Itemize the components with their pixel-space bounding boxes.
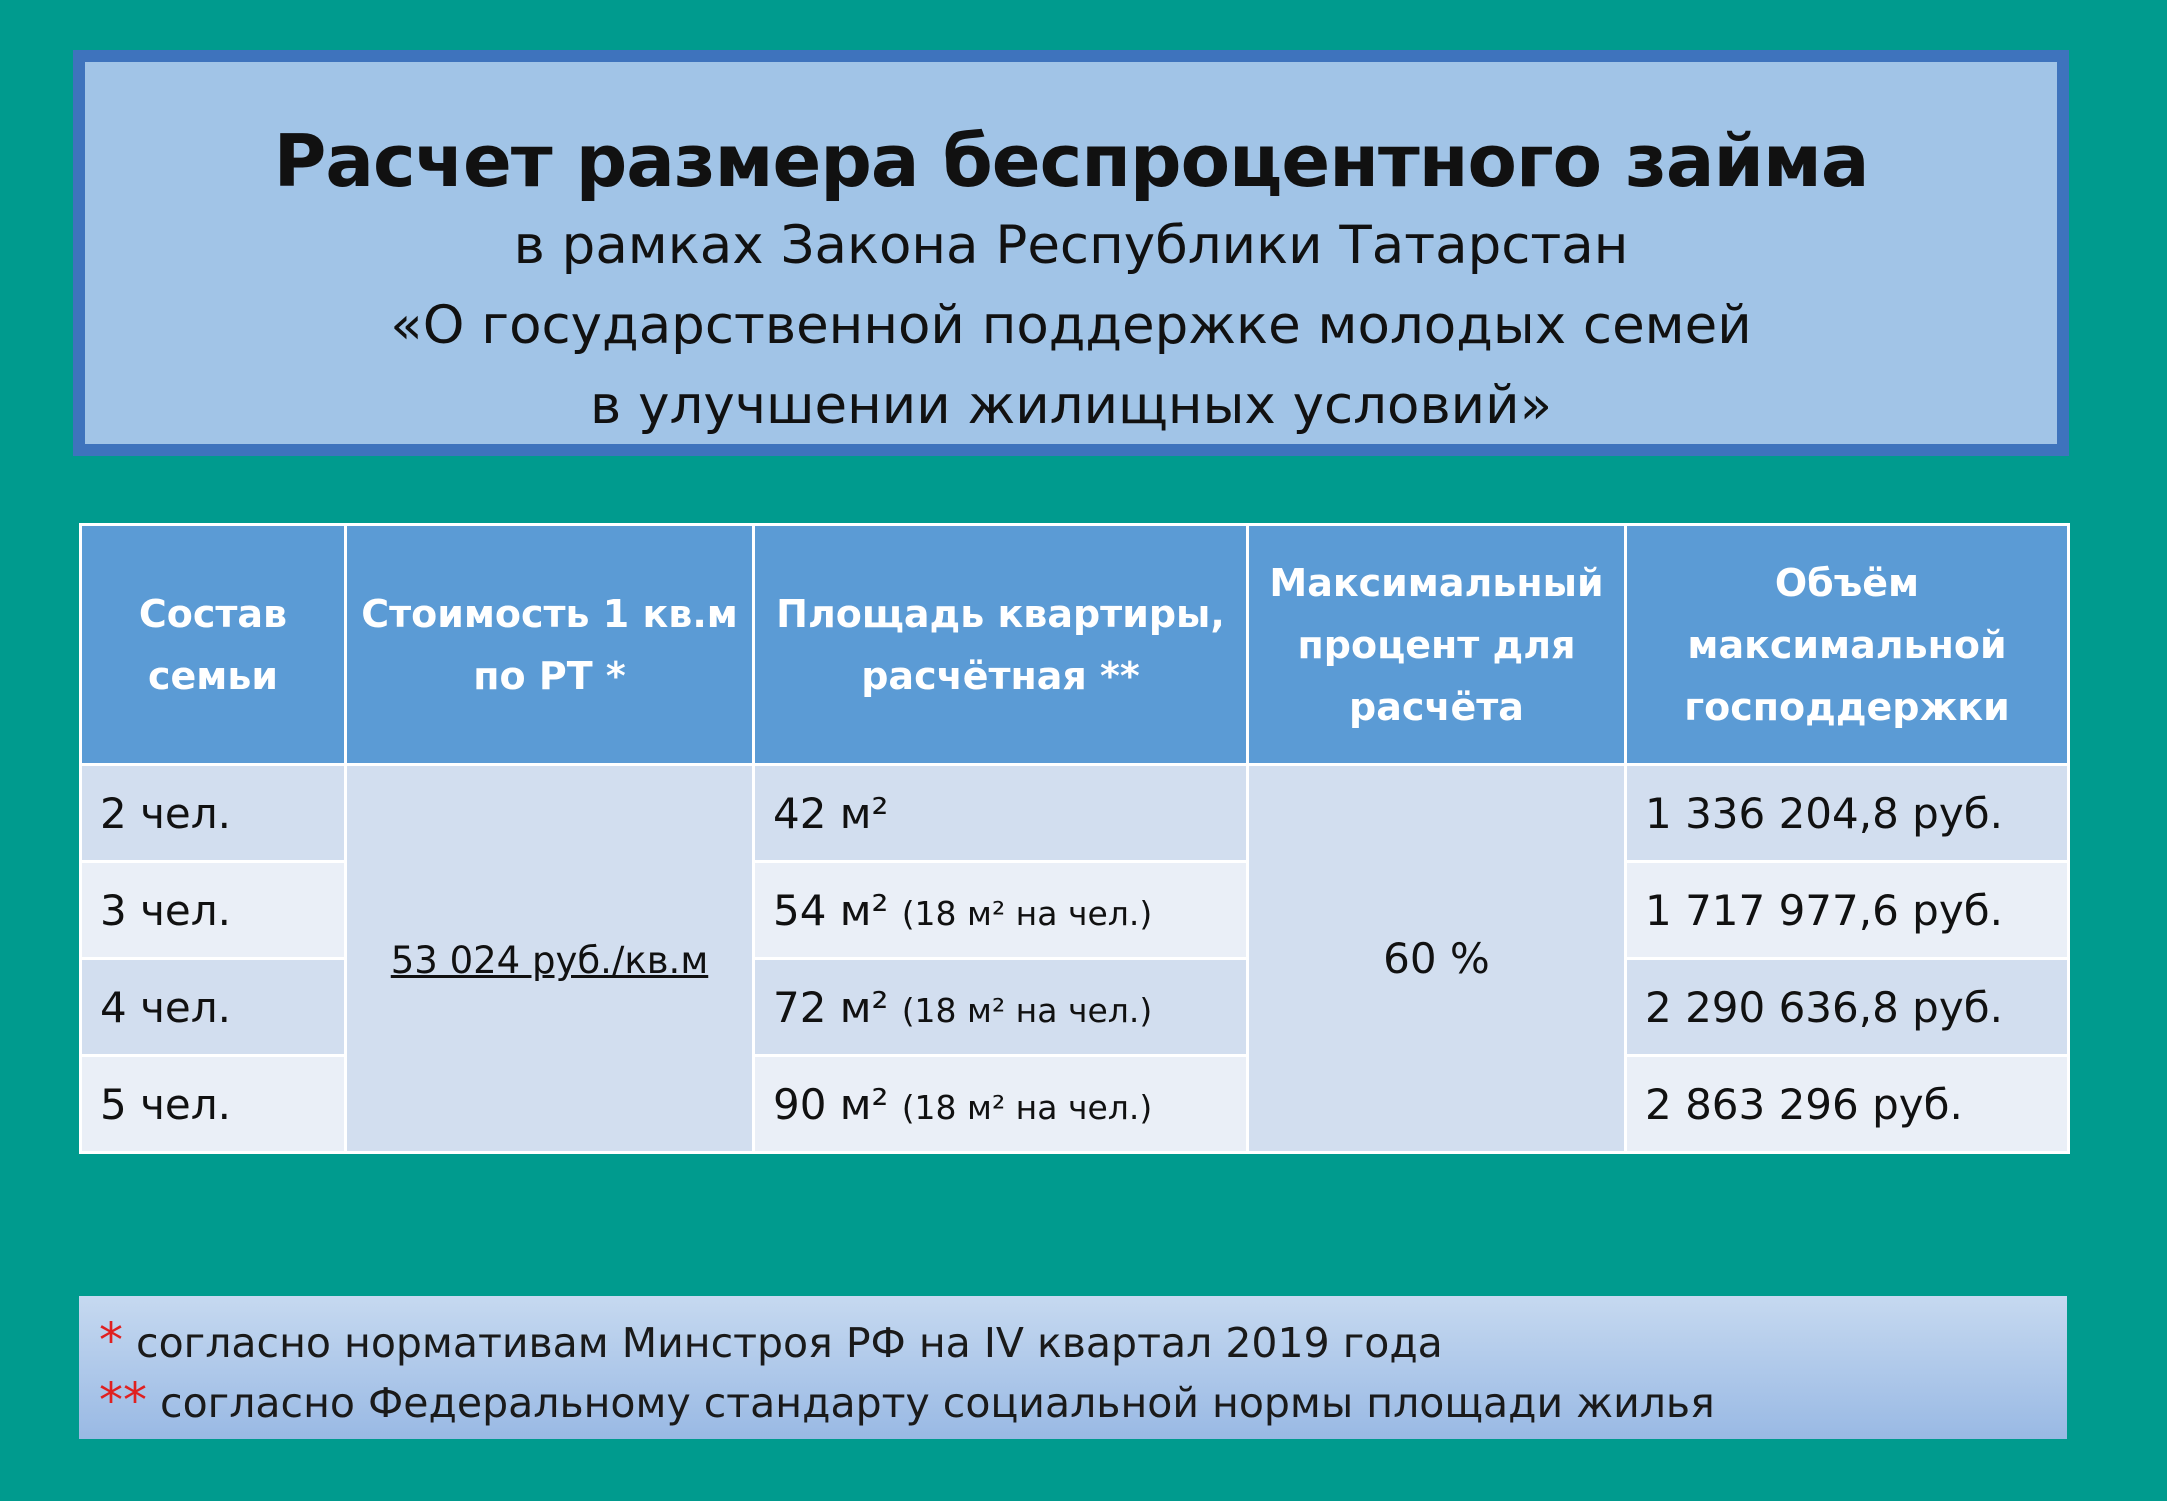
support-cell: 2 290 636,8 руб. bbox=[1626, 959, 2069, 1056]
double-asterisk-marker: ** bbox=[99, 1373, 147, 1429]
table-header-row bbox=[81, 525, 2069, 765]
area-value: 54 м² bbox=[773, 885, 889, 935]
area-note: (18 м² на чел.) bbox=[901, 1087, 1153, 1127]
area-cell bbox=[754, 765, 1248, 862]
header-area: Площадь квартиры, расчётная ** bbox=[754, 525, 1248, 765]
cost-cell bbox=[346, 765, 754, 1153]
title-subline-3: в улучшении жилищных условий» bbox=[590, 375, 1552, 436]
family-cell: 3 чел. bbox=[81, 862, 346, 959]
title-subline-1: в рамках Закона Республики Татарстан bbox=[513, 215, 1629, 276]
area-value: 72 м² bbox=[773, 982, 889, 1032]
title-subline-2: «О государственной поддержке молодых семей bbox=[390, 295, 1752, 356]
family-cell: 2 чел. bbox=[81, 765, 346, 862]
family-cell: 4 чел. bbox=[81, 959, 346, 1056]
loan-table bbox=[79, 523, 2070, 1154]
footnote-1-text: согласно нормативам Минстроя РФ на IV квартал 2019 года bbox=[136, 1319, 1443, 1367]
area-cell bbox=[754, 1056, 1248, 1153]
area-value: 42 м² bbox=[773, 788, 889, 838]
area-note: (18 м² на чел.) bbox=[901, 893, 1153, 933]
support-cell: 2 863 296 руб. bbox=[1626, 1056, 2069, 1153]
support-cell: 1 717 977,6 руб. bbox=[1626, 862, 2069, 959]
header-percent: Максимальный процент для расчёта bbox=[1248, 525, 1626, 765]
cost-value: 53 024 руб./кв.м bbox=[390, 939, 709, 982]
area-note: (18 м² на чел.) bbox=[901, 990, 1153, 1030]
percent-value: 60 % bbox=[1383, 934, 1490, 983]
footnote-1 bbox=[99, 1312, 2047, 1372]
percent-cell bbox=[1248, 765, 1626, 1153]
support-cell: 1 336 204,8 руб. bbox=[1626, 765, 2069, 862]
header-cost: Стоимость 1 кв.м по РТ * bbox=[346, 525, 754, 765]
header-support: Объём максимальной господдержки bbox=[1626, 525, 2069, 765]
family-cell: 5 чел. bbox=[81, 1056, 346, 1153]
footnotes bbox=[79, 1296, 2067, 1439]
footnote-2-text: согласно Федеральному стандарту социальной нормы площади жилья bbox=[160, 1379, 1715, 1427]
footnote-2 bbox=[99, 1372, 2047, 1432]
page-title: Расчет размера беспроцентного займа bbox=[273, 119, 1869, 203]
area-cell bbox=[754, 959, 1248, 1056]
area-value: 90 м² bbox=[773, 1079, 889, 1129]
asterisk-marker: * bbox=[99, 1313, 123, 1369]
header-family: Состав семьи bbox=[81, 525, 346, 765]
title-box bbox=[73, 50, 2069, 456]
table-row bbox=[81, 765, 2069, 862]
area-cell bbox=[754, 862, 1248, 959]
